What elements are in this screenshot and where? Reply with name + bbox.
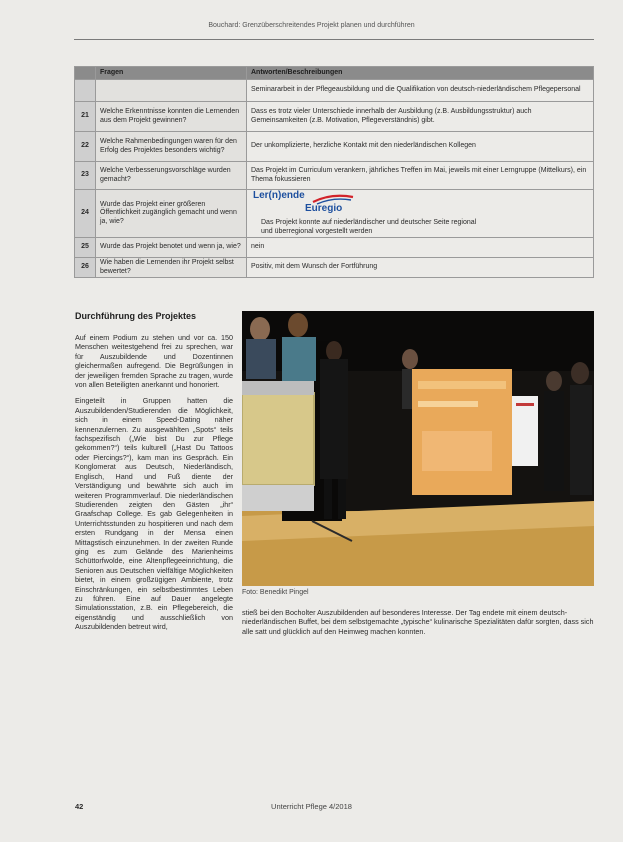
row-answer: nein <box>247 238 594 258</box>
row-number: 25 <box>75 238 96 258</box>
row-question <box>96 80 247 102</box>
body-paragraph: stieß bei den Bocholter Auszubildenden auf besonderes Interesse. Der Tag endete mit einem deutsch-niederländischen Buffet, bei dem selbstgemachte „typische“ kulinarische Spezialitäten dafür sorgten, dass sich alle satt und glücklich auf den Heimweg machen konnten. <box>242 608 594 636</box>
row-answer-with-logo <box>247 190 594 238</box>
event-photo <box>242 311 594 586</box>
section-heading: Durchführung des Projektes <box>75 311 197 321</box>
table-row <box>75 102 594 132</box>
logo-text-line1: Ler(n)ende <box>253 190 305 201</box>
row-question: Welche Verbesserungsvorschläge wurden gemacht? <box>96 162 247 190</box>
row-question: Welche Rahmenbedingungen waren für den Erfolg des Projektes besonders wichtig? <box>96 132 247 162</box>
footer-journal-title: Unterricht Pflege 4/2018 <box>271 802 352 811</box>
row-answer: Der unkomplizierte, herzliche Kontakt mit den niederländischen Kollegen <box>247 132 594 162</box>
body-text-right-column <box>242 608 594 636</box>
lernende-euregio-logo <box>251 191 359 219</box>
row-question: Welche Erkenntnisse konnten die Lernenden aus dem Projekt gewinnen? <box>96 102 247 132</box>
table-row <box>75 238 594 258</box>
table-header-num <box>75 67 96 80</box>
row-number: 24 <box>75 190 96 238</box>
row-answer: Dass es trotz vieler Unterschiede innerhalb der Ausbildung (z.B. Ausbildungsstruktur) auch Gemeinsamkeiten (z.B. Motivation, Pflegeverständnis) gibt. <box>247 102 594 132</box>
logo-text-line2: Euregio <box>305 203 343 214</box>
row-answer: Das Projekt konnte auf niederländischer und deutscher Seite regional und überregional vorgestellt werden <box>261 219 477 235</box>
row-number: 22 <box>75 132 96 162</box>
table-header-answers: Antworten/Beschreibungen <box>247 67 594 80</box>
page-number: 42 <box>75 802 84 811</box>
photo-caption: Foto: Benedikt Pingel <box>242 589 309 596</box>
body-text-left-column <box>75 333 233 639</box>
table-header-questions: Fragen <box>96 67 247 80</box>
table-header-row <box>75 67 594 80</box>
row-answer: Positiv, mit dem Wunsch der Fortführung <box>247 258 594 278</box>
row-question: Wie haben die Lernenden ihr Projekt selbst bewertet? <box>96 258 247 278</box>
table-row <box>75 162 594 190</box>
row-number: 26 <box>75 258 96 278</box>
row-question: Wurde das Projekt benotet und wenn ja, wie? <box>96 238 247 258</box>
row-question: Wurde das Projekt einer größeren Öffentlichkeit zugänglich gemacht und wenn ja, wie? <box>96 190 247 238</box>
row-answer: Seminararbeit in der Pflegeausbildung und die Qualifikation von deutsch-niederländischem Pflegepersonal <box>247 80 594 102</box>
table-row <box>75 190 594 238</box>
table-row <box>75 80 594 102</box>
qa-table <box>74 66 594 278</box>
running-header: Bouchard: Grenzüberschreitendes Projekt planen und durchführen <box>208 22 415 29</box>
row-answer: Das Projekt im Curriculum verankern, jährliches Treffen im Mai, jeweils mit einer Lerngruppe (Mittelkurs), ein Thema fokussieren <box>247 162 594 190</box>
body-paragraph: Auf einem Podium zu stehen und vor ca. 150 Menschen weitestgehend frei zu sprechen, war für Auszubildende und Dozentinnen gleichermaßen aufregend. Die Begrüßungen in der jeweiligen fremden Sprache zu tragen, wurde von allen Beteiligten anerkannt und honoriert. <box>75 333 233 390</box>
row-number <box>75 80 96 102</box>
table-row <box>75 132 594 162</box>
row-number: 21 <box>75 102 96 132</box>
header-rule <box>74 39 594 40</box>
body-paragraph: Eingeteilt in Gruppen hatten die Auszubildenden/Studierenden die Möglichkeit, sich in einem Speed-Dating näher kennenzulernen. Zu ausgewählten „Spots“ teils fachspezifisch („Wie bist Du zur Pflege gekommen?“) teils kulturell („Hast Du Tattoos oder Piercings?“), kam man ins Gespräch. Ein Konglomerat aus Deutsch, Niederländisch, Englisch, Hand und Fuß diente der Verständigung und bewährte sich auch im weiteren Programmverlauf. Die niederländischen Studierenden zeigten den Gästen „ihr“ Graafschap College. Es gab Gelegenheiten in Unterrichtsstunden zu hospitieren und nach dem ersten Rundgang in der Mensa einen Mittagstisch einzunehmen. In der zweiten Runde ging es zum Gelände des Marienheims Schüttorfwolde, eine Altenpflegeeinrichtung, die Senioren aus Deutschen vielfältige Möglichkeiten bietet, in einem großzügigen Ambiente, trotz Einschränkungen, ein selbstbestimmtes Leben zu führen. Eine auf Dauer angelegte Simulationsstation, z.B. ein Pflegebereich, die eigenständig und ausschließlich von Auszubildenden betreut wird, <box>75 396 233 632</box>
table-row <box>75 258 594 278</box>
row-number: 23 <box>75 162 96 190</box>
